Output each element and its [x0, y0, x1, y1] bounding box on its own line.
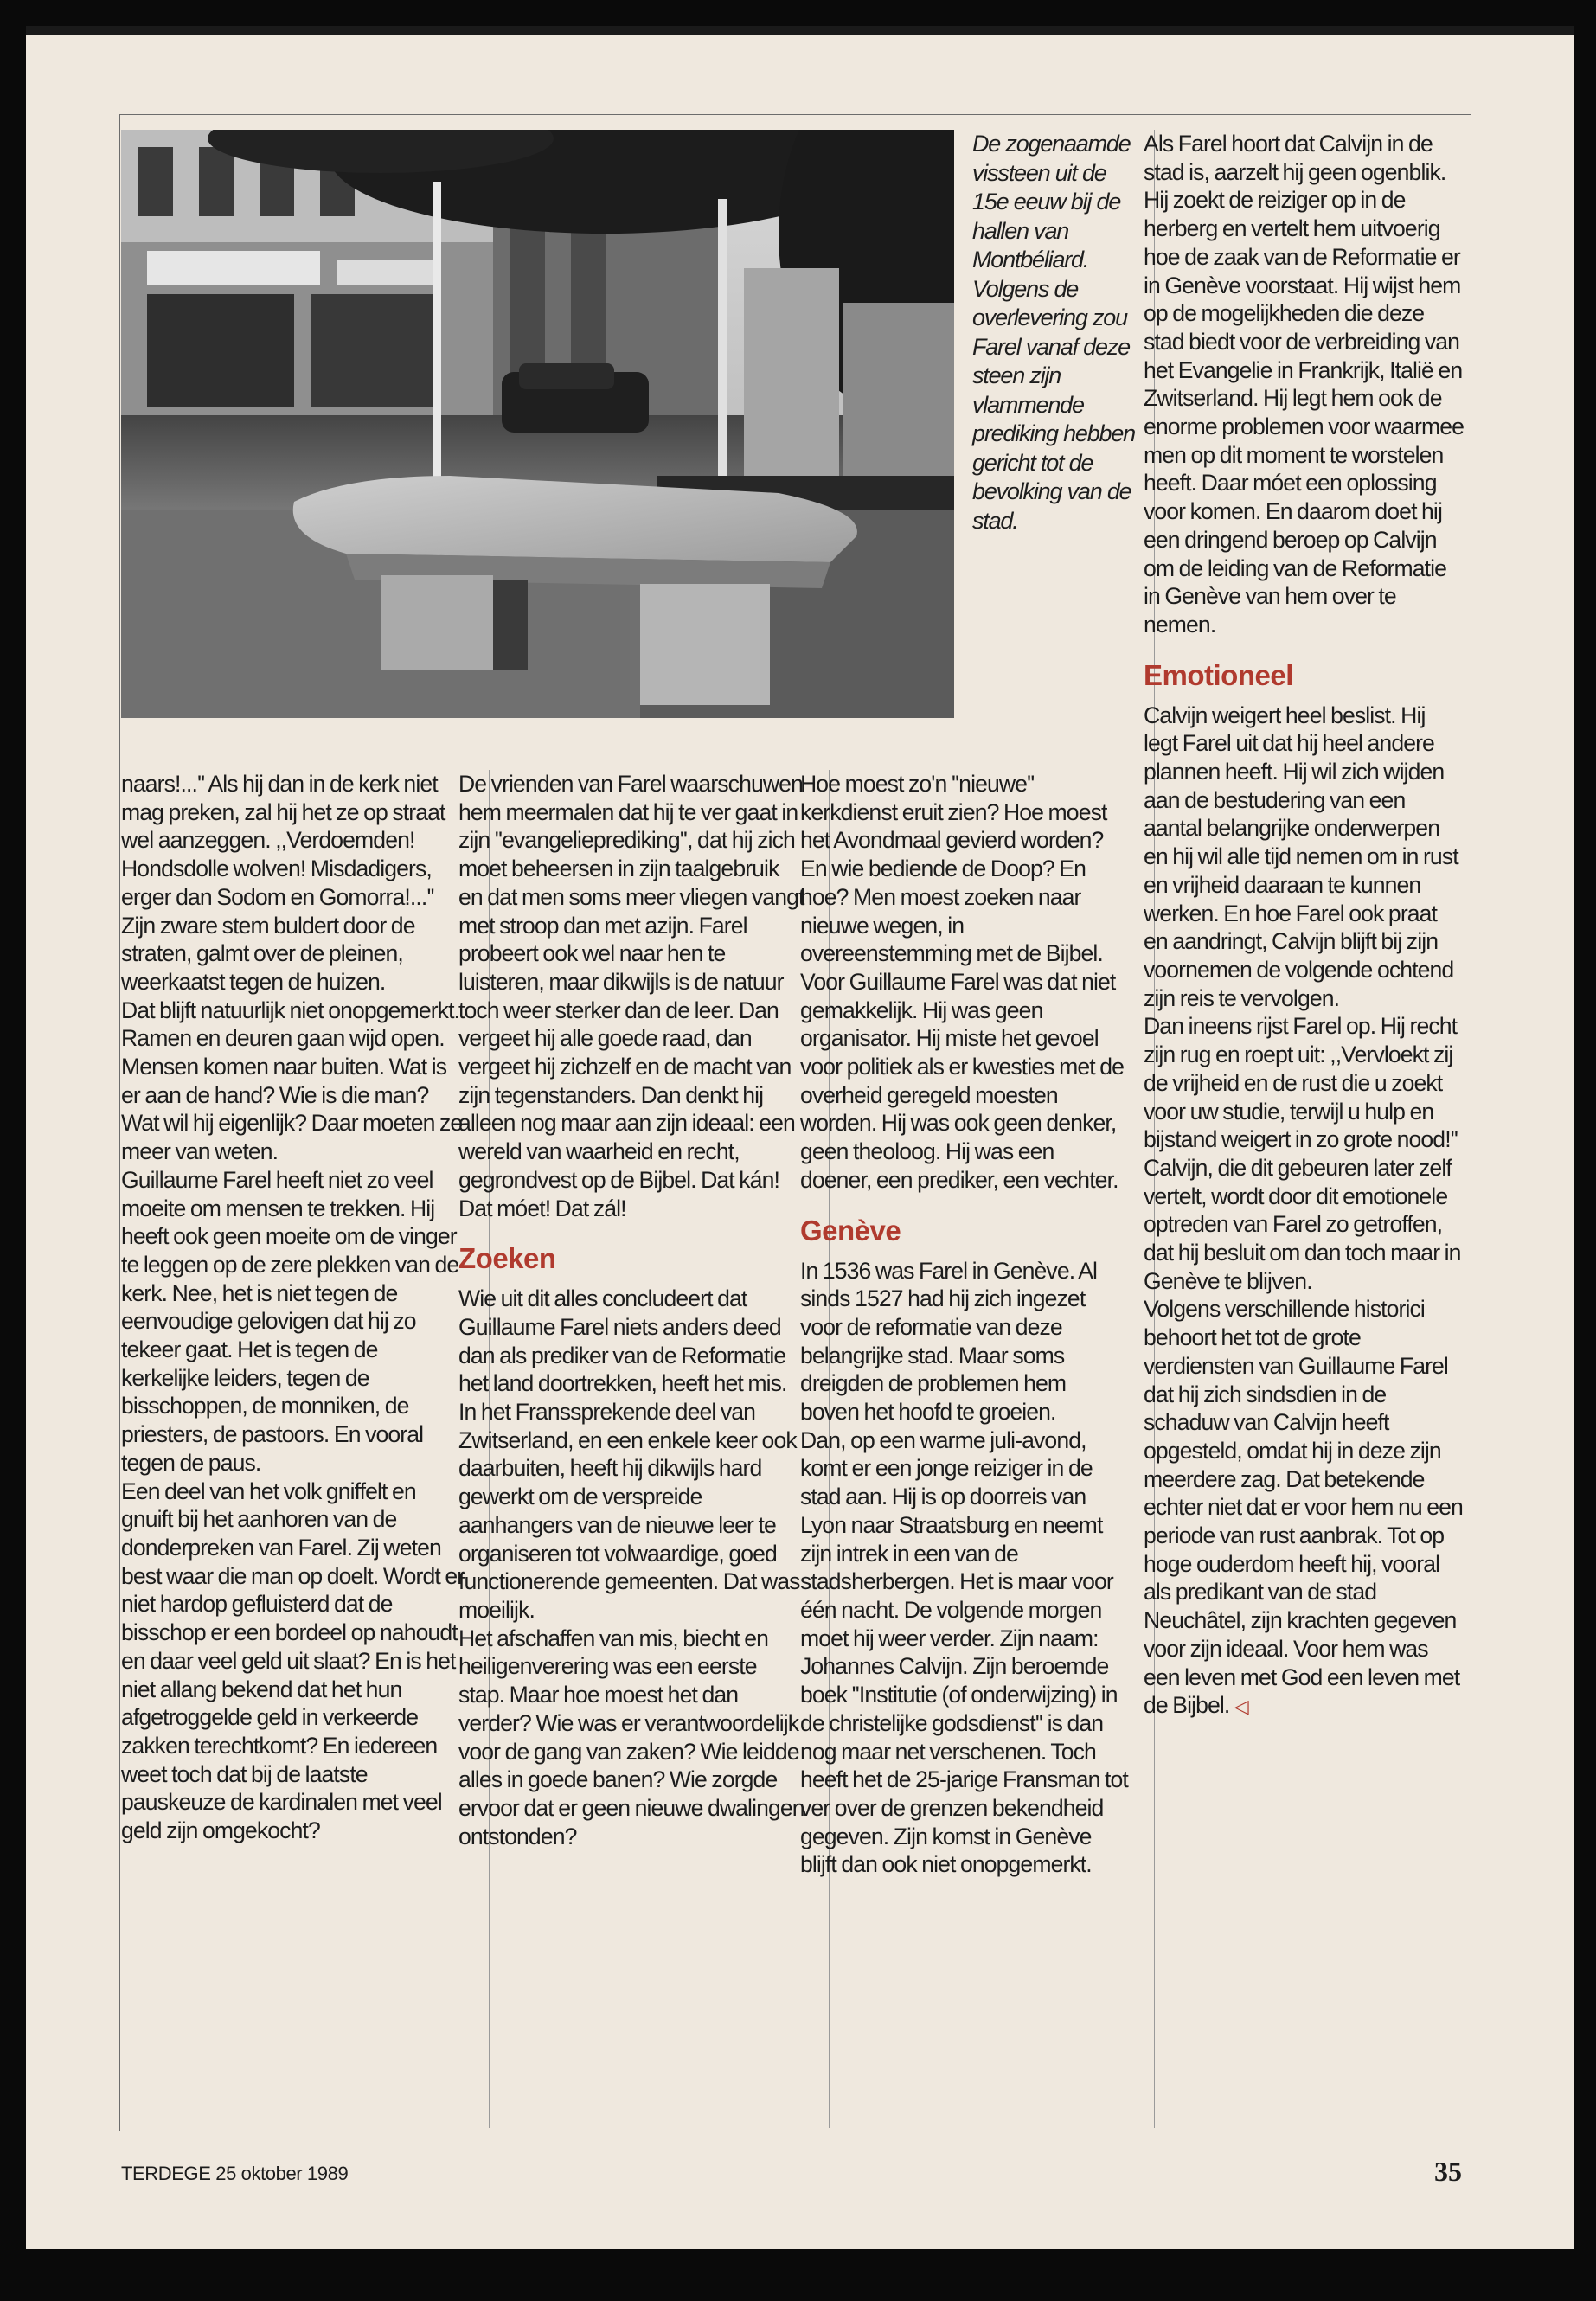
- paragraph-text: Volgens verschillende historici behoort het tot de grote verdiensten van Guillaume Farel dat hij zich sindsdien in de schaduw van Calvijn heeft opgesteld, omdat hij in deze zijn meerdere zag. Dat betekende echter niet dat er voor hem nu een periode van rust aanbrak. Tot op hoge ouderdom heeft hij, vooral als predikant van de stad Neuchâtel, zijn krachten gegeven voor zijn ideaal. Voor hem was een leven met God een leven met de Bijbel.: [1144, 1296, 1463, 1719]
- photo-caption: [972, 130, 1137, 535]
- paragraph: Hoe moest zo'n ''nieuwe'' kerkdienst eruit zien? Hoe moest het Avondmaal gevierd worden? En wie bediende de Doop? En hoe? Men moest zoeken naar nieuwe wegen, in overeenstemming met de Bijbel.: [800, 771, 1107, 967]
- paragraph: Dan ineens rijst Farel op. Hij recht zijn rug en roept uit: ,,Vervloekt zij de vrijheid en de rust die u zoekt voor uw studie, terwijl u hulp en bijstand weigert in zo grote nood!'' Calvijn, die dit gebeuren later zelf vertelt, wordt door dit emotionele optreden van Farel zo getroffen, dat hij besluit om dan toch maar in Genève te blijven.: [1144, 1013, 1461, 1294]
- section-heading-emotioneel: Emotioneel: [1144, 658, 1293, 691]
- section-heading-geneve: Genève: [800, 1214, 901, 1247]
- article-column-4: [1144, 130, 1464, 1722]
- page-number: 35: [1434, 2156, 1462, 2187]
- footer-publication: TERDEGE 25 oktober 1989: [121, 2163, 349, 2184]
- article-column-3: [800, 770, 1129, 1879]
- article-column-1: [121, 770, 467, 1845]
- photo-illustration: [121, 130, 954, 718]
- paragraph: Een deel van het volk gniffelt en gnuift bij het aanhoren van de donderpreken van Farel. Zij weten best waar die man op doelt. Wordt er niet hardop gefluisterd dat de bisschop er een bordeel op nahoudt en daar veel geld uit slaat? En is het niet allang bekend dat het hun afgetroggelde geld in verkeerde zakken terechtkomt? En iedereen weet toch dat bij de laatste pauskeuze de kardinalen met veel geld zijn omgekocht?: [121, 1477, 465, 1844]
- paragraph: De vrienden van Farel waarschuwen hem meermalen dat hij te ver gaat in zijn ''evangelieprediking'', dat hij zich moet beheersen in zijn taalgebruik en dat men soms meer vliegen vangt met stroop dan met azijn. Farel probeert ook wel naar hen te luisteren, maar dikwijls is de natuur toch weer sterker dan de leer. Dan vergeet hij alle goede raad, dan vergeet hij zichzelf en de macht van zijn tegenstanders. Dan denkt hij alleen nog maar aan zijn ideaal: een wereld van waarheid en recht, gegrondvest op de Bijbel. Dat kán! Dat móet! Dat zál!: [458, 771, 804, 1221]
- top-edge: [26, 26, 1574, 35]
- paragraph: Calvijn weigert heel beslist. Hij legt Farel uit dat hij heel andere plannen heeft. Hij wil zich wijden aan de bestudering van een aantal belangrijke onderwerpen en hij wil alle tijd nemen om in rust en vrijheid daaraan te kunnen werken. En hoe Farel ook praat en aandringt, Calvijn blijft bij zijn voornemen de volgende ochtend zijn reis te vervolgen.: [1144, 702, 1458, 1011]
- vissteen-photo: [121, 130, 954, 718]
- paragraph: Dan, op een warme juli-avond, komt er een jonge reiziger in de stad aan. Hij is op doorreis van Lyon naar Straatsburg en neemt zijn intrek in een van de stadsherbergen. Het is maar voor één nacht. De volgende morgen moet hij weer verder. Zijn naam: Johannes Calvijn. Zijn beroemde boek ''Institutie (of onderwijzing) in de christelijke godsdienst'' is dan nog maar net verschenen. Toch heeft het de 25-jarige Fransman tot ver over de grenzen bekendheid gegeven. Zijn komst in Genève blijft dan ook niet onopgemerkt.: [800, 1426, 1128, 1878]
- paragraph-last: [1144, 1295, 1464, 1722]
- paragraph: Wie uit dit alles concludeert dat Guillaume Farel niets anders deed dan als prediker van de Reformatie het land doortrekken, heeft het mis. In het Franssprekende deel van Zwitserland, en een enkele keer ook daarbuiten, heeft hij dikwijls hard gewerkt om de verspreide aanhangers van de nieuwe leer te organiseren tot volwaardige, goed functionerende gemeenten. Dat was moeilijk.: [458, 1285, 800, 1623]
- section-heading-zoeken: Zoeken: [458, 1242, 556, 1275]
- end-of-article-icon: ◁: [1234, 1696, 1248, 1719]
- paragraph: Dat blijft natuurlijk niet onopgemerkt. Ramen en deuren gaan wijd open. Mensen komen naar buiten. Wat is er aan de hand? Wie is die man? Wat wil hij eigenlijk? Daar moeten ze meer van weten.: [121, 997, 463, 1165]
- paragraph: Guillaume Farel heeft niet zo veel moeite om mensen te trekken. Hij heeft ook geen moeite om de vinger te leggen op de zere plekken van de kerk. Nee, het is niet tegen de eenvoudige gelovigen dat hij zo tekeer gaat. Het is tegen de kerkelijke leiders, tegen de bisschoppen, de monniken, de priesters, de pastoors. En vooral tegen de paus.: [121, 1166, 459, 1476]
- paragraph: Het afschaffen van mis, biecht en heiligenverering was een eerste stap. Maar hoe moest het dan verder? Wie was er verantwoordelijk voor de gang van zaken? Wie leidde alles in goede banen? Wie zorgde ervoor dat er geen nieuwe dwalingen ontstonden?: [458, 1625, 804, 1849]
- paragraph: naars!...'' Als hij dan in de kerk niet mag preken, zal hij het ze op straat wel aanzeggen. ,,Verdoemden! Hondsdolle wolven! Misdadigers, erger dan Sodom en Gomorra!...'' Zijn zware stem buldert door de straten, galmt over de pleinen, weerkaatst tegen de huizen.: [121, 771, 445, 995]
- magazine-page: [26, 26, 1574, 2249]
- paragraph: Voor Guillaume Farel was dat niet gemakkelijk. Hij was geen organisator. Hij miste het gevoel voor politiek als er kwesties met de overheid geregeld moesten worden. Hij was ook geen denker, geen theoloog. Hij was een doener, een prediker, een vechter.: [800, 968, 1124, 1193]
- caption-text: De zogenaamde vissteen uit de 15e eeuw bij de hallen van Montbéliard. Volgens de overlevering zou Farel vanaf deze steen zijn vlammende prediking hebben gericht tot de bevolking van de stad.: [972, 131, 1135, 534]
- paragraph: Als Farel hoort dat Calvijn in de stad is, aarzelt hij geen ogenblik. Hij zoekt de reiziger op in de herberg en vertelt hem uitvoerig hoe de zaak van de Reformatie er in Genève voorstaat. Hij wijst hem op de mogelijkheden die deze stad biedt voor de verbreiding van het Evangelie in Frankrijk, Italië en Zwitserland. Hij legt hem ook de enorme problemen voor waarmee men op dit moment te worstelen heeft. Daar móet een oplossing voor komen. En daarom doet hij een dringend beroep op Calvijn om de leiding van de Reformatie in Genève van hem over te nemen.: [1144, 131, 1465, 638]
- paragraph: In 1536 was Farel in Genève. Al sinds 1527 had hij zich ingezet voor de reformatie van deze belangrijke stad. Maar soms dreigden de problemen hem boven het hoofd te groeien.: [800, 1257, 1098, 1426]
- article-column-2: [458, 770, 804, 1850]
